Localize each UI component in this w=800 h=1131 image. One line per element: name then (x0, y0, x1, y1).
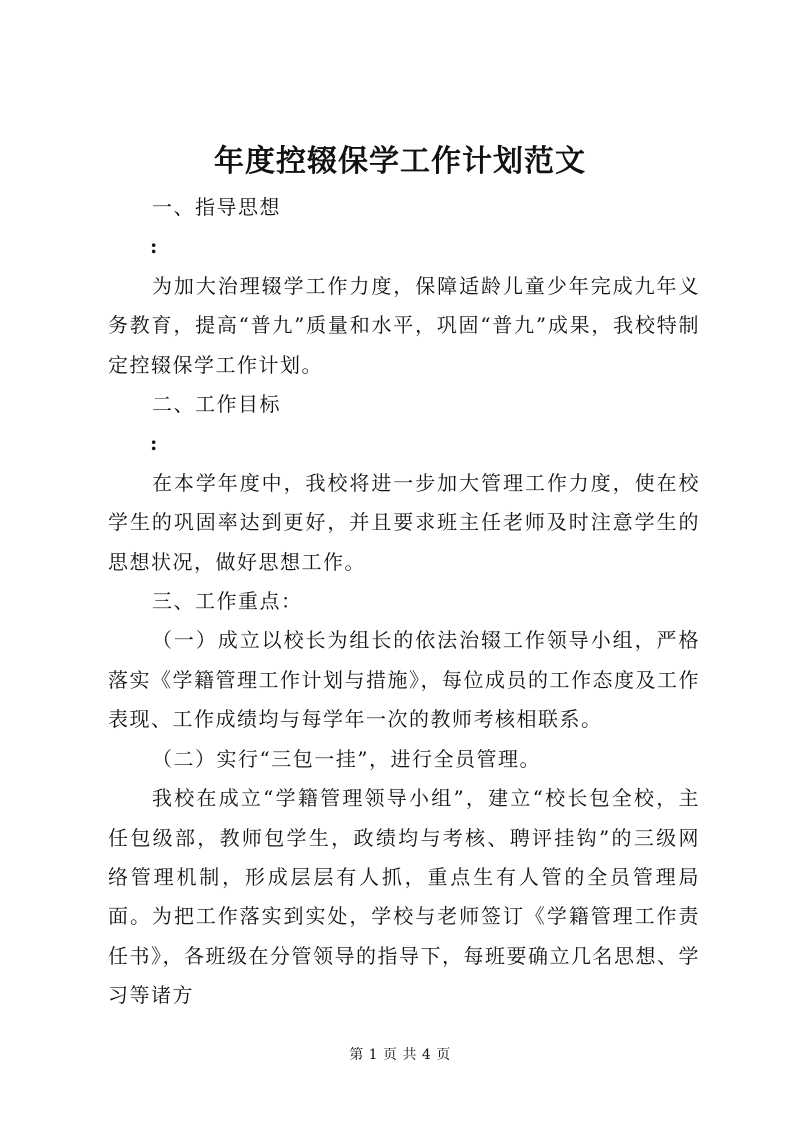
paragraph-work-goals: 在本学年度中，我校将进一步加大管理工作力度，使在校学生的巩固率达到更好，并且要求班主任老师及时注意学生的思想状况，做好思想工作。 (108, 470, 700, 574)
work-focus-item-1: （一）成立以校长为组长的依法治辍工作领导小组，严格落实《学籍管理工作计划与措施》，每位成员的工作态度及工作表现、工作成绩均与每学年一次的教师考核相联系。 (108, 628, 700, 732)
document-body (108, 188, 700, 1016)
page-footer: 第 1 页 共 4 页 (349, 1047, 451, 1063)
paragraph-work-focus-detail: 我校在成立“学籍管理领导小组”，建立“校长包全校，主任包级部，教师包学生，政绩均与考核、聘评挂钩”的三级网络管理机制，形成层层有人抓，重点生有人管的全员管理局面。为把工作落实到实处，学校与老师签订《学籍管理工作责任书》，各班级在分管领导的指导下，每班要确立几名思想、学习等诸方 (108, 786, 700, 1008)
colon-line: : (150, 431, 159, 456)
section-heading-work-focus: 三、工作重点： (152, 589, 303, 614)
paragraph-guiding-thought: 为加大治理辍学工作力度，保障适龄儿童少年完成九年义务教育，提高“普九”质量和水平，巩固“普九”成果，我校特制定控辍保学工作计划。 (108, 273, 700, 377)
work-focus-item-2: （二）实行“三包一挂”，进行全员管理。 (152, 746, 541, 771)
section-heading-guiding-thought: 一、指导思想 (152, 195, 281, 219)
section-heading-work-goals: 二、工作目标 (152, 392, 281, 417)
colon-line: : (150, 234, 159, 259)
document-title: 年度控辍保学工作计划范文 (214, 144, 586, 179)
